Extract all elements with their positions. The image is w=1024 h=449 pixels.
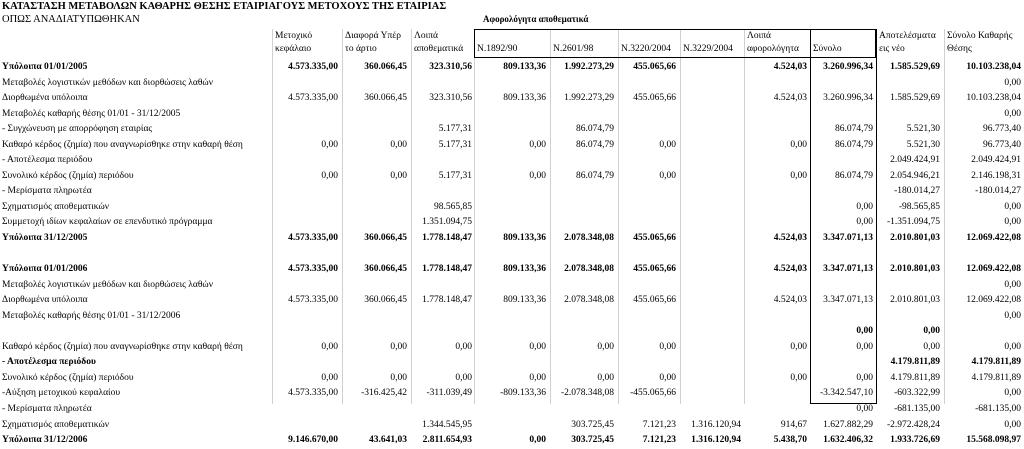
row-label: Καθαρό κέρδος (ζημία) που αναγνωρίσθηκε στην καθαρή θέση <box>2 341 243 352</box>
cell-value: 9.146.670,00 <box>288 435 338 446</box>
cell-value: 1.316.120,94 <box>691 435 741 446</box>
table-row <box>0 169 1024 185</box>
column-header: Αποτελέσματα εις νέο <box>879 31 936 54</box>
column-header: Μετοχικό κεφάλαιο <box>275 31 313 54</box>
cell-value: 2.010.801,03 <box>890 264 940 275</box>
table-row <box>0 386 1024 402</box>
table-row <box>0 309 1024 325</box>
cell-value: 96.773,40 <box>983 139 1021 150</box>
table-row <box>0 433 1024 449</box>
row-label: -Αύξηση μετοχικού κεφαλαίου <box>2 388 121 399</box>
cell-value: 0,00 <box>1004 341 1021 352</box>
cell-value: 5.521,30 <box>906 124 940 135</box>
table-row <box>0 122 1024 138</box>
cell-value: 5.177,31 <box>438 139 472 150</box>
cell-value: 1.933.726,69 <box>890 435 940 446</box>
cell-value: -603.322,99 <box>894 388 940 399</box>
column-header: Ν.3220/2004 <box>621 44 671 54</box>
row-label: - Μερίσματα πληρωτέα <box>2 186 92 197</box>
cell-value: 86.074,79 <box>835 139 873 150</box>
column-header: Σύνολο <box>813 44 842 54</box>
cell-value: 0,00 <box>1004 77 1021 88</box>
row-label: Υπόλοιπα 31/12/2006 <box>2 435 88 446</box>
row-label: Μεταβολές καθαρής θέσης 01/01 - 31/12/2006 <box>2 310 181 321</box>
cell-value: -3.342.547,10 <box>819 388 873 399</box>
cell-value: 323.310,56 <box>429 62 472 72</box>
cell-value: 0,00 <box>790 170 807 181</box>
table-row <box>0 278 1024 294</box>
row-label: Συμμετοχή ιδίων κεφαλαίων σε επενδυτικό πρόγραμμα <box>2 217 213 228</box>
cell-value: 0,00 <box>856 372 873 383</box>
cell-value: 0,00 <box>390 372 407 383</box>
cell-value: 0,00 <box>529 170 546 181</box>
cell-value: 3.347.071,13 <box>823 264 873 275</box>
cell-value: 1.632.406,32 <box>823 435 873 446</box>
cell-value: 0,00 <box>597 372 614 383</box>
cell-value: 455.065,66 <box>633 93 676 104</box>
table-row <box>0 324 1024 340</box>
cell-value: 0,00 <box>529 372 546 383</box>
cell-value: -809.133,36 <box>500 388 546 399</box>
cell-value: 4.573.335,00 <box>288 264 338 275</box>
cell-value: 4.573.335,00 <box>288 93 338 104</box>
cell-value: 86.074,79 <box>835 170 873 181</box>
table-row <box>0 418 1024 434</box>
cell-value: 4.179.811,89 <box>971 372 1021 383</box>
cell-value: 4.573.335,00 <box>288 233 338 244</box>
row-label: Μεταβολές καθαρής θέσης 01/01 - 31/12/2005 <box>2 108 181 119</box>
cell-value: 1.778.148,47 <box>422 233 472 244</box>
cell-value: 0,00 <box>529 435 546 446</box>
row-label: Υπόλοιπα 31/12/2005 <box>2 233 88 244</box>
column-header: Ν.3229/2004 <box>683 44 733 54</box>
cell-value: 2.811.654,93 <box>422 435 472 446</box>
row-label: Συνολικό κέρδος (ζημία) περιόδου <box>2 170 134 181</box>
cell-value: 4.524,03 <box>773 62 807 72</box>
cell-value: 5.438,70 <box>773 435 807 446</box>
table-row <box>0 402 1024 418</box>
row-label: - Συγχώνευση με απορρόφηση εταιρίας <box>2 124 153 135</box>
row-label: - Μερίσματα πληρωτέα <box>2 404 92 415</box>
cell-value: -98.565,85 <box>898 201 940 212</box>
cell-value: -316.425,42 <box>361 388 407 399</box>
cell-value: 2.146.198,31 <box>971 170 1021 181</box>
column-header: Λοιπά αποθεματικά <box>414 31 464 54</box>
cell-value: 1.316.120,94 <box>691 419 741 430</box>
cell-value: 0,00 <box>1004 108 1021 119</box>
cell-value: 809.133,36 <box>503 62 546 72</box>
cell-value: 1.992.273,29 <box>564 62 614 72</box>
cell-value: 12.069.422,08 <box>966 295 1021 306</box>
cell-value: 360.066,45 <box>364 62 407 72</box>
cell-value: 0,00 <box>659 170 676 181</box>
cell-value: 43.641,03 <box>369 435 407 446</box>
cell-value: -2.078.348,08 <box>560 388 614 399</box>
cell-value: 455.065,66 <box>633 233 676 244</box>
row-label: Σχηματισμός αποθεματικών <box>2 419 110 430</box>
cell-value: 0,00 <box>923 341 940 352</box>
group-header-tax-free-reserves: Αφορολόγητα αποθεματικά <box>483 14 589 24</box>
table-body <box>0 60 1024 449</box>
cell-value: 1.778.148,47 <box>422 295 472 306</box>
cell-value: 455.065,66 <box>633 264 676 275</box>
cell-value: 0,00 <box>856 201 873 212</box>
table-row <box>0 247 1024 263</box>
cell-value: 2.078.348,08 <box>564 233 614 244</box>
table-row <box>0 107 1024 123</box>
cell-value: 809.133,36 <box>503 264 546 275</box>
cell-value: 0,00 <box>659 341 676 352</box>
row-label: Μεταβολές λογιστικών μεθόδων και διορθώσεις λαθών <box>2 279 213 290</box>
cell-value: 2.078.348,08 <box>564 295 614 306</box>
cell-value: 0,00 <box>390 139 407 150</box>
table-row <box>0 262 1024 278</box>
cell-value: 1.351.094,75 <box>422 217 472 228</box>
cell-value: 0,00 <box>529 341 546 352</box>
cell-value: 2.010.801,03 <box>890 233 940 244</box>
cell-value: 0,00 <box>390 170 407 181</box>
cell-value: -311.039,49 <box>426 388 472 399</box>
column-header: Ν.1892/90 <box>477 44 518 54</box>
cell-value: 1.344.545,95 <box>422 419 472 430</box>
cell-value: 0,00 <box>529 139 546 150</box>
cell-value: 360.066,45 <box>364 264 407 275</box>
cell-value: 2.054.946,21 <box>890 170 940 181</box>
row-label: - Αποτέλεσμα περιόδου <box>2 357 96 368</box>
sheet-title: ΚΑΤΑΣΤΑΣΗ ΜΕΤΑΒΟΛΩΝ ΚΑΘΑΡΗΣ ΘΕΣΗΣ ΕΤΑΙΡΙΑΓΟΥΣ ΜΕΤΟΧΟΥΣ ΤΗΣ ΕΤΑΙΡΙΑΣ <box>2 1 447 12</box>
table-row <box>0 215 1024 231</box>
row-label: - Αποτέλεσμα περιόδου <box>2 155 93 166</box>
cell-value: 12.069.422,08 <box>966 264 1021 275</box>
table-row <box>0 91 1024 107</box>
cell-value: 0,00 <box>1004 201 1021 212</box>
cell-value: 7.121,23 <box>642 419 676 430</box>
cell-value: 4.524,03 <box>773 233 807 244</box>
row-label: Διορθωμένα υπόλοιπα <box>2 93 88 104</box>
cell-value: 2.049.424,91 <box>890 155 940 166</box>
cell-value: 303.725,45 <box>571 435 614 446</box>
cell-value: 323.310,56 <box>429 93 472 104</box>
table-row <box>0 371 1024 387</box>
cell-value: 0,00 <box>390 341 407 352</box>
table-row <box>0 60 1024 76</box>
cell-value: 303.725,45 <box>571 419 614 430</box>
row-label: Μεταβολές λογιστικών μεθόδων και διορθώσεις λαθών <box>2 77 213 88</box>
cell-value: 1.627.882,29 <box>823 419 873 430</box>
cell-value: 0,00 <box>455 341 472 352</box>
table-row <box>0 138 1024 154</box>
cell-value: 0,00 <box>659 139 676 150</box>
table-row <box>0 293 1024 309</box>
cell-value: 0,00 <box>659 372 676 383</box>
cell-value: 0,00 <box>856 341 873 352</box>
cell-value: 809.133,36 <box>503 295 546 306</box>
cell-value: 1.992.273,29 <box>564 93 614 104</box>
column-header: Λοιπά αφορολόγητα <box>747 31 800 54</box>
cell-value: 0,00 <box>1004 388 1021 399</box>
table-row <box>0 340 1024 356</box>
row-label: Υπόλοιπα 01/01/2006 <box>2 264 88 275</box>
cell-value: 0,00 <box>856 404 873 415</box>
cell-value: 4.524,03 <box>773 295 807 306</box>
cell-value: 1.778.148,47 <box>422 264 472 275</box>
column-header: Διαφορά Υπέρ το άρτιο <box>345 31 402 54</box>
row-label: Σχηματισμός αποθεματικών <box>2 201 110 212</box>
cell-value: 4.179.811,89 <box>890 372 940 383</box>
cell-value: 5.177,31 <box>438 124 472 135</box>
cell-value: 1.585.529,69 <box>890 93 940 104</box>
cell-value: 2.010.801,03 <box>890 295 940 306</box>
cell-value: 15.568.098,97 <box>966 435 1021 446</box>
cell-value: 0,00 <box>321 139 338 150</box>
row-label: Συνολικό κέρδος (ζημία) περιόδου <box>2 372 134 383</box>
cell-value: 5.521,30 <box>906 139 940 150</box>
cell-value: 3.260.996,34 <box>823 93 873 104</box>
cell-value: 86.074,79 <box>576 124 614 135</box>
cell-value: -180.014,27 <box>975 186 1021 197</box>
cell-value: 10.103.238,04 <box>966 93 1021 104</box>
cell-value: -681.135,00 <box>975 404 1021 415</box>
cell-value: 86.074,79 <box>835 124 873 135</box>
cell-value: 0,00 <box>1004 310 1021 321</box>
cell-value: 360.066,45 <box>364 93 407 104</box>
row-label: Υπόλοιπα 01/01/2005 <box>2 62 88 72</box>
column-header: Σύνολο Καθαρής Θέσης <box>947 31 1013 54</box>
cell-value: -180.014,27 <box>894 186 940 197</box>
cell-value: 0,00 <box>856 217 873 228</box>
cell-value: 86.074,79 <box>576 170 614 181</box>
column-header: Ν.2601/98 <box>553 44 594 54</box>
table-row <box>0 200 1024 216</box>
cell-value: 0,00 <box>1004 419 1021 430</box>
row-label: Διορθωμένα υπόλοιπα <box>2 295 88 306</box>
cell-value: 4.524,03 <box>773 264 807 275</box>
cell-value: -2.972.428,24 <box>886 419 940 430</box>
cell-value: 96.773,40 <box>983 124 1021 135</box>
cell-value: 0,00 <box>321 170 338 181</box>
cell-value: 0,00 <box>1004 279 1021 290</box>
cell-value: 0,00 <box>856 326 873 337</box>
table-row <box>0 184 1024 200</box>
cell-value: 360.066,45 <box>364 295 407 306</box>
cell-value: 0,00 <box>790 372 807 383</box>
cell-value: 12.069.422,08 <box>966 233 1021 244</box>
cell-value: 455.065,66 <box>633 62 676 72</box>
cell-value: 98.565,85 <box>434 201 472 212</box>
cell-value: 4.524,03 <box>773 93 807 104</box>
table-row <box>0 355 1024 371</box>
cell-value: 2.078.348,08 <box>564 264 614 275</box>
cell-value: 0,00 <box>455 372 472 383</box>
cell-value: 3.260.996,34 <box>823 62 873 72</box>
row-label: Καθαρό κέρδος (ζημία) που αναγνωρίσθηκε στην καθαρή θέση <box>2 139 243 150</box>
cell-value: 3.347.071,13 <box>823 233 873 244</box>
cell-value: 4.179.811,89 <box>890 357 940 368</box>
cell-value: 809.133,36 <box>503 93 546 104</box>
table-row <box>0 153 1024 169</box>
cell-value: 2.049.424,91 <box>971 155 1021 166</box>
cell-value: 10.103.238,04 <box>966 62 1021 72</box>
cell-value: 0,00 <box>790 139 807 150</box>
cell-value: 0,00 <box>321 341 338 352</box>
cell-value: 914,67 <box>780 419 807 430</box>
cell-value: 0,00 <box>790 341 807 352</box>
cell-value: 1.585.529,69 <box>890 62 940 72</box>
cell-value: 0,00 <box>1004 217 1021 228</box>
cell-value: 4.573.335,00 <box>288 295 338 306</box>
cell-value: 0,00 <box>923 326 940 337</box>
cell-value: 0,00 <box>597 341 614 352</box>
cell-value: 360.066,45 <box>364 233 407 244</box>
cell-value: -681.135,00 <box>894 404 940 415</box>
cell-value: 455.065,66 <box>633 295 676 306</box>
sheet-subtitle: ΟΠΩΣ ΑΝΑΔΙΑΤΥΠΩΘΗΚΑΝ <box>2 14 140 25</box>
cell-value: -1.351.094,75 <box>886 217 940 228</box>
cell-value: 4.179.811,89 <box>971 357 1021 368</box>
cell-value: 5.177,31 <box>438 170 472 181</box>
table-row <box>0 231 1024 247</box>
cell-value: -455.065,66 <box>630 388 676 399</box>
cell-value: 86.074,79 <box>576 139 614 150</box>
cell-value: 809.133,36 <box>503 233 546 244</box>
table-row <box>0 76 1024 92</box>
cell-value: 7.121,23 <box>642 435 676 446</box>
cell-value: 4.573.335,00 <box>288 62 338 72</box>
cell-value: 0,00 <box>321 372 338 383</box>
cell-value: 3.347.071,13 <box>823 295 873 306</box>
cell-value: 4.573.335,00 <box>288 388 338 399</box>
